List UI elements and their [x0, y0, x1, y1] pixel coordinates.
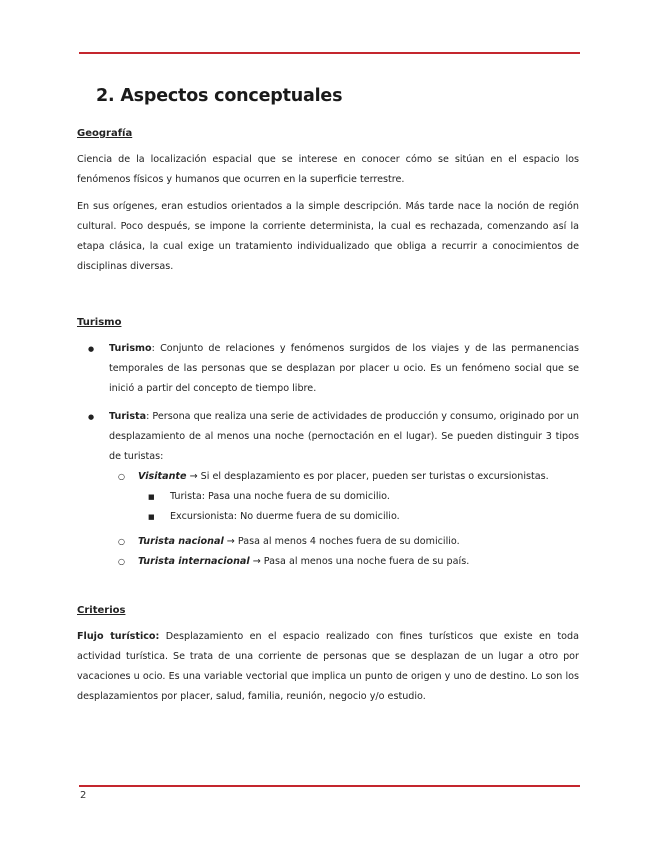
list-item-turista-internacional: [109, 552, 579, 572]
turismo-title: Turismo: [77, 317, 122, 328]
term-visitante: Visitante: [138, 471, 187, 482]
term-turismo: Turismo: [109, 343, 152, 354]
criterios-paragraph: [77, 627, 579, 707]
term-turista-internacional: Turista internacional: [138, 556, 250, 567]
list-item-turismo: [77, 339, 579, 399]
list-item-turista: [77, 407, 579, 572]
list-item-sub-turista: ■ Turista: Pasa una noche fuera de su domicilio.: [138, 487, 579, 507]
definition-turismo: : Conjunto de relaciones y fenómenos surgidos de los viajes y de las permanencias temporales de las personas que se desplazan por placer u ocio. Es un fenómeno social que se inició a partir del concepto de tiempo libre.: [109, 343, 579, 394]
turismo-list: [77, 339, 579, 572]
definition-turista: : Persona que realiza una serie de actividades de producción y consumo, originado por un desplazamiento de al menos una noche (pernoctación en el lugar). Se pueden distinguir 3 tipos de turistas:: [109, 411, 579, 462]
term-turista: Turista: [109, 411, 147, 422]
header-rule: [79, 52, 580, 54]
geografia-paragraph-2: En sus orígenes, eran estudios orientados a la simple descripción. Más tarde nace la noción de región cultural. Poco después, se impone la corriente determinista, la cual es rechazada, comenzando así la etapa clásica, la cual exige un tratamiento individualizado que obliga a recurrir a conocimientos de disciplinas diversas.: [77, 201, 579, 272]
definition-flujo-turistico: Desplazamiento en el espacio realizado con fines turísticos que existe en toda actividad turística. Se trata de una corriente de personas que se desplazan de un lugar a otro por vacaciones u ocio. Es una variable vectorial que implica un punto de origen y uno de destino. Lo son los desplazamientos por placer, salud, familia, reunión, negocio y/o estudio.: [77, 631, 579, 702]
visitante-subtypes-list: [138, 487, 579, 527]
page-number: 2: [80, 790, 87, 801]
geografia-title: Geografía: [77, 128, 133, 139]
footer-rule: [79, 785, 580, 787]
definition-turista-nacional: → Pasa al menos 4 noches fuera de su domicilio.: [223, 536, 460, 547]
list-item-turista-nacional: [109, 532, 579, 552]
definition-turista-internacional: → Pasa al menos una noche fuera de su país.: [249, 556, 470, 567]
definition-visitante: → Si el desplazamiento es por placer, pueden ser turistas o excursionistas.: [186, 471, 549, 482]
term-flujo-turistico: Flujo turístico:: [77, 631, 160, 642]
criterios-title: Criterios: [77, 605, 126, 616]
section-heading: 2. Aspectos conceptuales: [96, 86, 343, 106]
list-item-sub-excursionista: ■ Excursionista: No duerme fuera de su domicilio.: [138, 507, 579, 527]
geografia-paragraph-1: Ciencia de la localización espacial que se interese en conocer cómo se sitúan en el espacio los fenómenos físicos y humanos que ocurren en la superficie terrestre.: [77, 154, 579, 185]
document-body: [77, 86, 579, 714]
list-item-visitante: [109, 467, 579, 527]
term-turista-nacional: Turista nacional: [138, 536, 224, 547]
turista-types-list: [109, 467, 579, 572]
